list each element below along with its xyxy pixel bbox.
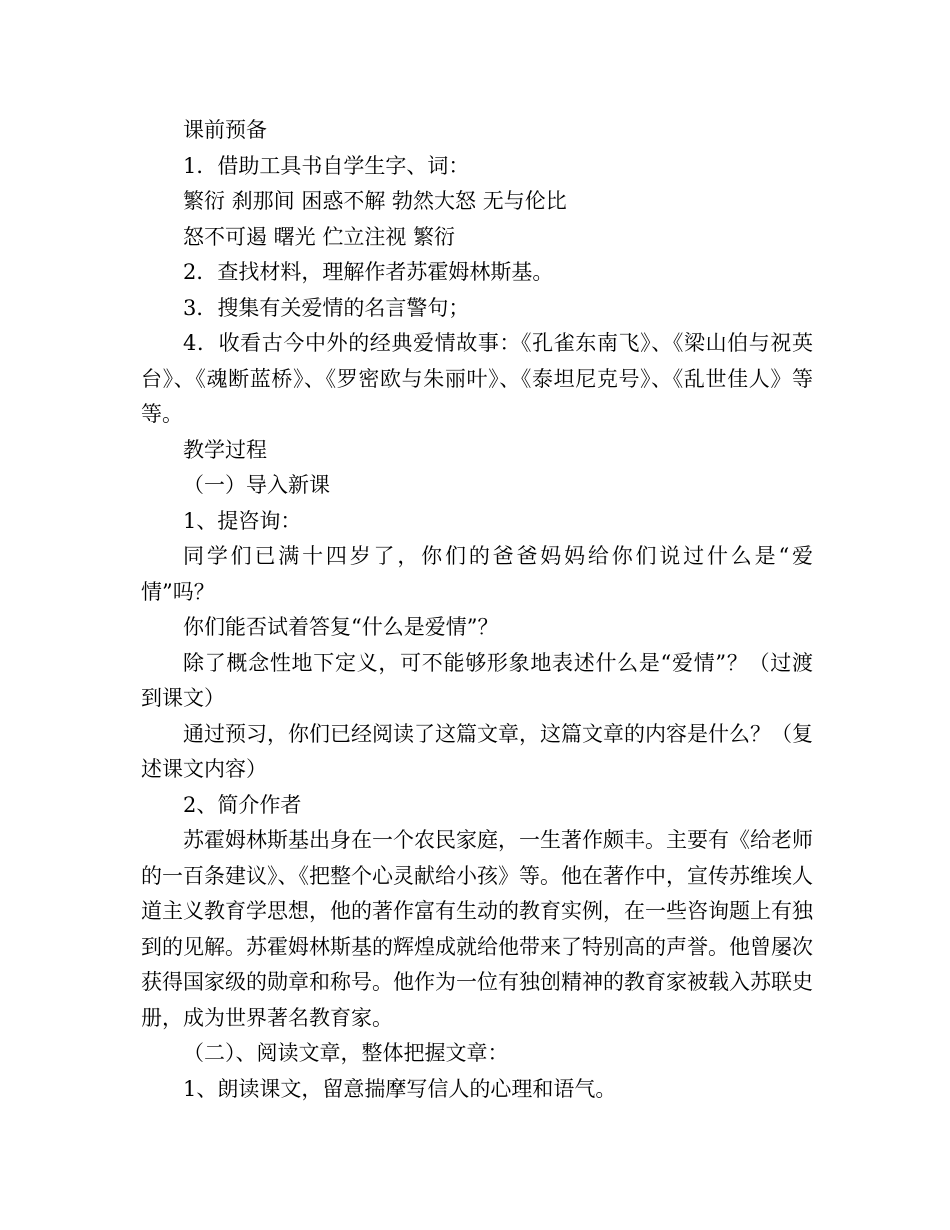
paragraph-item-1: 1．借助工具书自学生字、词： <box>183 153 470 178</box>
paragraph-item-4: 4．收看古今中外的经典爱情故事：《孔雀东南飞》、《梁山伯与祝英台》、《魂断蓝桥》、《罗密欧与朱丽叶》、《泰坦尼克号》、《乱世佳人》等等。 <box>141 331 813 426</box>
section-heading-teaching-process: 教学过程 <box>183 437 267 462</box>
paragraph-item-3: 3．搜集有关爱情的名言警句； <box>183 295 470 320</box>
paragraph-item-2: 2．查找材料，理解作者苏霍姆林斯基。 <box>183 260 554 284</box>
paragraph-question-4: 通过预习，你们已经阅读了这篇文章，这篇文章的内容是什么？（复述课文内容） <box>141 721 813 781</box>
subsection-heading-reading: （二）、阅读文章，整体把握文章： <box>183 1041 509 1065</box>
paragraph-vocab-line-1: 繁衍 刹那间 困惑不解 勃然大怒 无与伦比 <box>183 189 567 213</box>
paragraph-question-label: 1、提咨询： <box>183 508 302 533</box>
document-body <box>141 113 813 1107</box>
paragraph-question-2: 你们能否试着答复“什么是爱情”？ <box>183 615 499 639</box>
section-heading-preparation: 课前预备 <box>183 118 267 142</box>
subsection-heading-intro: （一）导入新课 <box>183 473 330 497</box>
paragraph-author-bio: 苏霍姆林斯基出身在一个农民家庭，一生著作颇丰。主要有《给老师的一百条建议》、《把整个心灵献给小孩》等。他在著作中，宣传苏维埃人道主义教育学思想，他的著作富有生动的教育实例，在一些咨询题上有独到的见解。苏霍姆林斯基的辉煌成就给他带来了特别高的声誉。他曾屡次获得国家级的勋章和称号。他作为一位有独创精神的教育家被载入苏联史册，成为世界著名教育家。 <box>141 828 813 1030</box>
paragraph-question-1: 同学们已满十四岁了，你们的爸爸妈妈给你们说过什么是“爱情”吗？ <box>141 544 813 604</box>
paragraph-vocab-line-2: 怒不可遏 曙光 伫立注视 繁衍 <box>183 224 456 249</box>
paragraph-author-heading: 2、简介作者 <box>183 792 302 817</box>
paragraph-reading-task-1: 1、朗读课文，留意揣摩写信人的心理和语气。 <box>183 1076 617 1101</box>
paragraph-question-3: 除了概念性地下定义，可不能够形象地表述什么是“爱情”？（过渡到课文） <box>141 650 813 710</box>
